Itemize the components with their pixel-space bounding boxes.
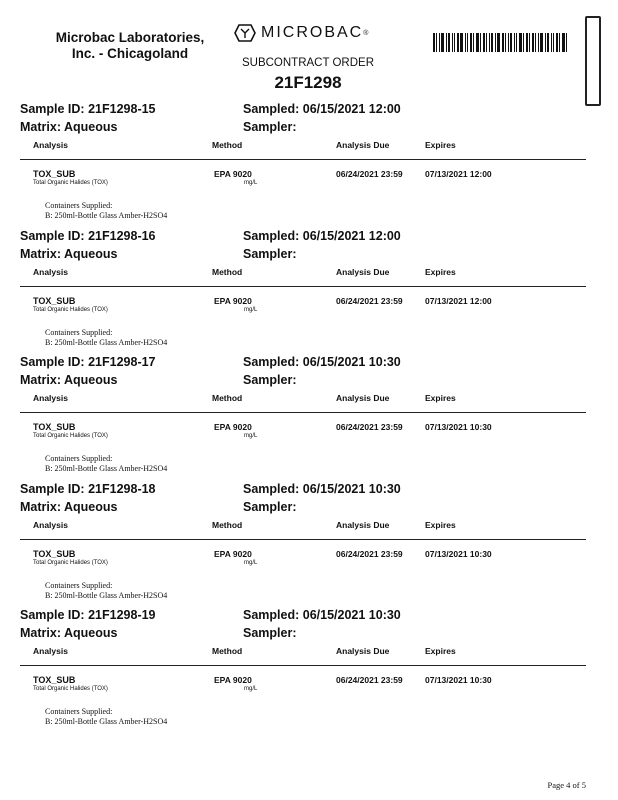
microbac-diamond-icon [234, 24, 256, 42]
barcode-bar [460, 33, 463, 52]
col-header-analysis: Analysis [33, 393, 68, 403]
method: EPA 9020 [214, 675, 252, 685]
barcode-bar [441, 33, 444, 52]
barcode-bar [559, 33, 560, 52]
company-name [40, 30, 220, 62]
sample-id: Sample ID: 21F1298-15 [20, 102, 156, 116]
header-divider [20, 665, 586, 666]
barcode-bar [556, 33, 558, 52]
barcode-bar [439, 33, 440, 52]
sample-sampler: Sampler: [243, 120, 297, 134]
barcode-bar [562, 33, 565, 52]
analysis-description: Total Organic Halides (TOX) [33, 433, 108, 439]
barcode-bar [510, 33, 512, 52]
container-value: B: 250ml-Bottle Glass Amber-H2SO4 [45, 464, 168, 473]
barcode-bar [553, 33, 554, 52]
barcode-bar [483, 33, 485, 52]
barcode-bar [486, 33, 487, 52]
company-name-line2: Inc. - Chicagoland [71, 46, 189, 61]
sample-sampled: Sampled: 06/15/2021 10:30 [243, 481, 401, 496]
sample-block [0, 229, 618, 356]
analysis-description: Total Organic Halides (TOX) [33, 180, 108, 186]
container-value: B: 250ml-Bottle Glass Amber-H2SO4 [45, 211, 168, 220]
col-header-analysis-due: Analysis Due [336, 519, 390, 530]
analysis-due: 06/24/2021 23:59 [336, 422, 403, 432]
analysis-due: 06/24/2021 23:59 [336, 295, 403, 306]
barcode-bar [545, 33, 546, 52]
expires: 07/13/2021 10:30 [425, 548, 492, 559]
page-number: Page 4 of 5 [547, 780, 586, 790]
barcode-bar [540, 33, 543, 52]
containers-label: Containers Supplied: [45, 327, 113, 337]
analysis-description: Total Organic Halides (TOX) [33, 306, 108, 313]
col-header-analysis: Analysis [33, 266, 68, 277]
method: EPA 9020 [214, 422, 252, 432]
barcode-bar [526, 33, 528, 52]
col-header-expires: Expires [425, 393, 456, 403]
logo-registered-mark: ® [363, 29, 369, 37]
analysis-code: TOX_SUB [33, 548, 76, 559]
sample-sampler: Sampler: [243, 626, 297, 640]
col-header-analysis-due: Analysis Due [336, 140, 390, 150]
col-header-analysis: Analysis [33, 519, 68, 530]
col-header-method: Method [212, 646, 243, 656]
unit: mg/L [244, 306, 258, 313]
sample-id: Sample ID: 21F1298-16 [20, 228, 156, 243]
barcode-bar [551, 33, 552, 52]
col-header-analysis: Analysis [33, 140, 68, 150]
barcode-bar [495, 33, 496, 52]
barcode-bar [508, 33, 509, 52]
barcode-bar [465, 33, 466, 52]
containers-label: Containers Supplied: [45, 707, 113, 716]
barcode-bar [436, 33, 437, 52]
col-header-method: Method [212, 519, 243, 530]
analysis-description: Total Organic Halides (TOX) [33, 559, 108, 566]
unit: mg/L [244, 433, 258, 439]
sample-sampler: Sampler: [243, 373, 297, 387]
barcode-bar [516, 33, 517, 52]
analysis-due: 06/24/2021 23:59 [336, 548, 403, 559]
sample-sampled: Sampled: 06/15/2021 12:00 [243, 102, 401, 116]
expires: 07/13/2021 12:00 [425, 295, 492, 306]
sample-block [0, 102, 618, 229]
analysis-code: TOX_SUB [33, 422, 76, 432]
barcode-bar [476, 33, 479, 52]
sample-matrix: Matrix: Aqueous [20, 373, 118, 387]
containers-label: Containers Supplied: [45, 201, 113, 210]
col-header-expires: Expires [425, 266, 456, 277]
sample-sampled: Sampled: 06/15/2021 10:30 [243, 355, 401, 369]
method: EPA 9020 [214, 295, 252, 306]
analysis-due: 06/24/2021 23:59 [336, 169, 403, 179]
sample-block [0, 355, 618, 482]
col-header-analysis-due: Analysis Due [336, 646, 390, 656]
expires: 07/13/2021 10:30 [425, 422, 492, 432]
barcode-bar [529, 33, 530, 52]
sample-sampler: Sampler: [243, 499, 297, 514]
sample-id: Sample ID: 21F1298-19 [20, 608, 156, 622]
barcode-bar [514, 33, 515, 52]
barcode-bar [467, 33, 468, 52]
sample-id: Sample ID: 21F1298-17 [20, 355, 156, 369]
col-header-analysis: Analysis [33, 646, 68, 656]
containers-label: Containers Supplied: [45, 580, 113, 590]
company-name-line1: Microbac Laboratories, [55, 30, 205, 45]
container-value: B: 250ml-Bottle Glass Amber-H2SO4 [45, 717, 168, 726]
document-title: SUBCONTRACT ORDER [241, 57, 375, 69]
sample-matrix: Matrix: Aqueous [20, 499, 118, 514]
col-header-expires: Expires [425, 646, 456, 656]
container-value: B: 250ml-Bottle Glass Amber-H2SO4 [45, 337, 168, 347]
col-header-method: Method [212, 266, 243, 277]
sample-block [0, 608, 618, 735]
microbac-logo [234, 24, 368, 42]
analysis-code: TOX_SUB [33, 295, 76, 306]
sample-sampler: Sampler: [243, 246, 297, 261]
barcode-bar [448, 33, 450, 52]
header-divider [20, 412, 586, 413]
unit: mg/L [244, 686, 258, 692]
analysis-due: 06/24/2021 23:59 [336, 675, 403, 685]
barcode-bar [480, 33, 481, 52]
barcode-bar [457, 33, 459, 52]
analysis-code: TOX_SUB [33, 169, 76, 179]
barcode-bar [535, 33, 536, 52]
barcode-bar [433, 33, 435, 52]
barcode-bar [505, 33, 506, 52]
logo-text: MICROBAC [261, 24, 364, 41]
analysis-code: TOX_SUB [33, 675, 76, 685]
barcode-bar [452, 33, 453, 52]
unit: mg/L [244, 180, 258, 186]
barcode-bar [566, 33, 567, 52]
barcode-bar [502, 33, 504, 52]
method: EPA 9020 [214, 548, 252, 559]
sample-sampled: Sampled: 06/15/2021 12:00 [243, 228, 401, 243]
col-header-expires: Expires [425, 140, 456, 150]
barcode-bar [497, 33, 500, 52]
barcode-bar [538, 33, 539, 52]
page-tab-marker [585, 16, 601, 106]
sample-matrix: Matrix: Aqueous [20, 626, 118, 640]
expires: 07/13/2021 10:30 [425, 675, 492, 685]
header-divider [20, 286, 586, 287]
sample-matrix: Matrix: Aqueous [20, 120, 118, 134]
barcode-bar [454, 33, 455, 52]
barcode-bar [470, 33, 472, 52]
unit: mg/L [244, 559, 258, 566]
barcode-bar [489, 33, 490, 52]
barcode-bar [473, 33, 474, 52]
order-number: 21F1298 [274, 73, 342, 92]
sample-matrix: Matrix: Aqueous [20, 246, 118, 261]
col-header-analysis-due: Analysis Due [336, 266, 390, 277]
barcode-bar [523, 33, 524, 52]
analysis-description: Total Organic Halides (TOX) [33, 686, 108, 692]
col-header-expires: Expires [425, 519, 456, 530]
col-header-analysis-due: Analysis Due [336, 393, 390, 403]
header-divider [20, 539, 586, 540]
container-value: B: 250ml-Bottle Glass Amber-H2SO4 [45, 590, 168, 600]
barcode-bar [446, 33, 447, 52]
expires: 07/13/2021 12:00 [425, 169, 492, 179]
col-header-method: Method [212, 393, 243, 403]
barcode-bar [547, 33, 549, 52]
sample-id: Sample ID: 21F1298-18 [20, 481, 156, 496]
header-divider [20, 159, 586, 160]
sample-sampled: Sampled: 06/15/2021 10:30 [243, 608, 401, 622]
col-header-method: Method [212, 140, 243, 150]
barcode [433, 33, 579, 52]
sample-block [0, 482, 618, 609]
method: EPA 9020 [214, 169, 252, 179]
barcode-bar [491, 33, 493, 52]
containers-label: Containers Supplied: [45, 454, 113, 463]
barcode-bar [532, 33, 534, 52]
barcode-bar [519, 33, 522, 52]
